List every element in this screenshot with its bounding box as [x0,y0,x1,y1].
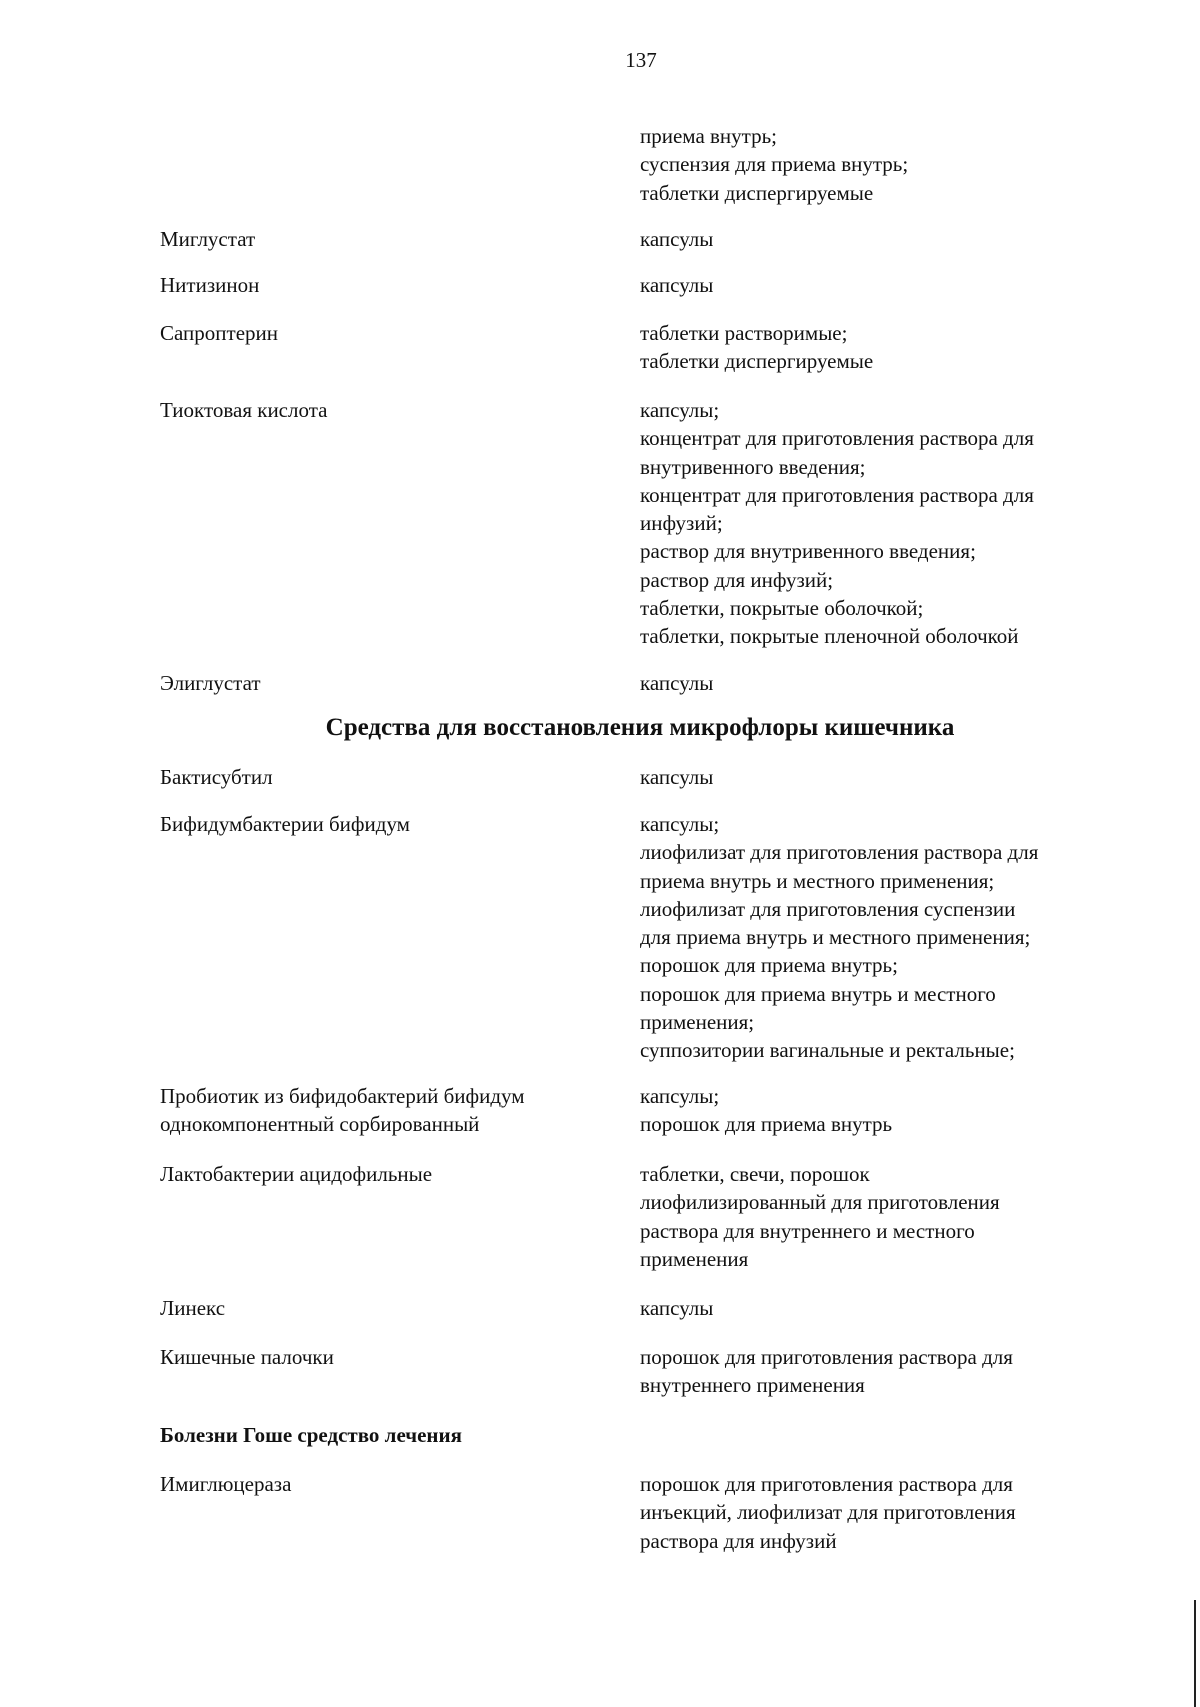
drug-name: Лактобактерии ацидофильные [160,1162,433,1186]
drug-name: Бифидумбактерии бифидум [160,812,410,836]
dosage-forms: таблетки, свечи, порошок лиофилизированный для приготовления раствора для внутреннего и местного применения [640,1162,1000,1271]
section-heading: Средства для восстановления микрофлоры кишечника [325,714,955,741]
page-number: 137 [625,48,657,72]
subsection-heading: Болезни Гоше средство лечения [160,1423,462,1447]
drug-name: Сапроптерин [160,321,279,345]
dosage-forms: капсулы [640,273,714,297]
dosage-forms: таблетки растворимые; таблетки диспергируемые [640,321,874,374]
dosage-forms: порошок для приготовления раствора для инъекций, лиофилизат для приготовления раствора для инфузий [640,1472,1016,1553]
drug-name: Тиоктовая кислота [160,398,328,422]
dosage-forms: капсулы [640,227,714,251]
dosage-forms: капсулы [640,671,714,695]
drug-name: Бактисубтил [160,765,273,789]
dosage-forms: приема внутрь; суспензия для приема внутрь; таблетки диспергируемые [640,124,909,205]
dosage-forms: капсулы [640,1296,714,1320]
drug-name: Пробиотик из бифидобактерий бифидум однокомпонентный сорбированный [160,1084,525,1137]
dosage-forms: капсулы; лиофилизат для приготовления раствора для приема внутрь и местного применения; лиофилизат для приготовления суспензии для приема внутрь и местного применения; порошок для приема внутрь; порошок для приема внутрь и местного применения; суппозитории вагинальные и ректальные; [640,812,1039,1063]
drug-name: Нитизинон [160,273,260,297]
dosage-forms: капсулы [640,765,714,789]
drug-name: Имиглюцераза [160,1472,292,1496]
scan-edge-mark [1194,1600,1196,1707]
drug-name: Линекс [160,1296,226,1320]
dosage-forms: капсулы; концентрат для приготовления раствора для внутривенного введения; концентрат для приготовления раствора для инфузий; раствор для внутривенного введения; раствор для инфузий; таблетки, покрытые оболочкой; таблетки, покрытые пленочной оболочкой [640,398,1034,649]
drug-name: Миглустат [160,227,256,251]
drug-name: Кишечные палочки [160,1345,334,1369]
dosage-forms: капсулы; порошок для приема внутрь [640,1084,893,1137]
dosage-forms: порошок для приготовления раствора для внутреннего применения [640,1345,1013,1398]
drug-name: Элиглустат [160,671,261,695]
